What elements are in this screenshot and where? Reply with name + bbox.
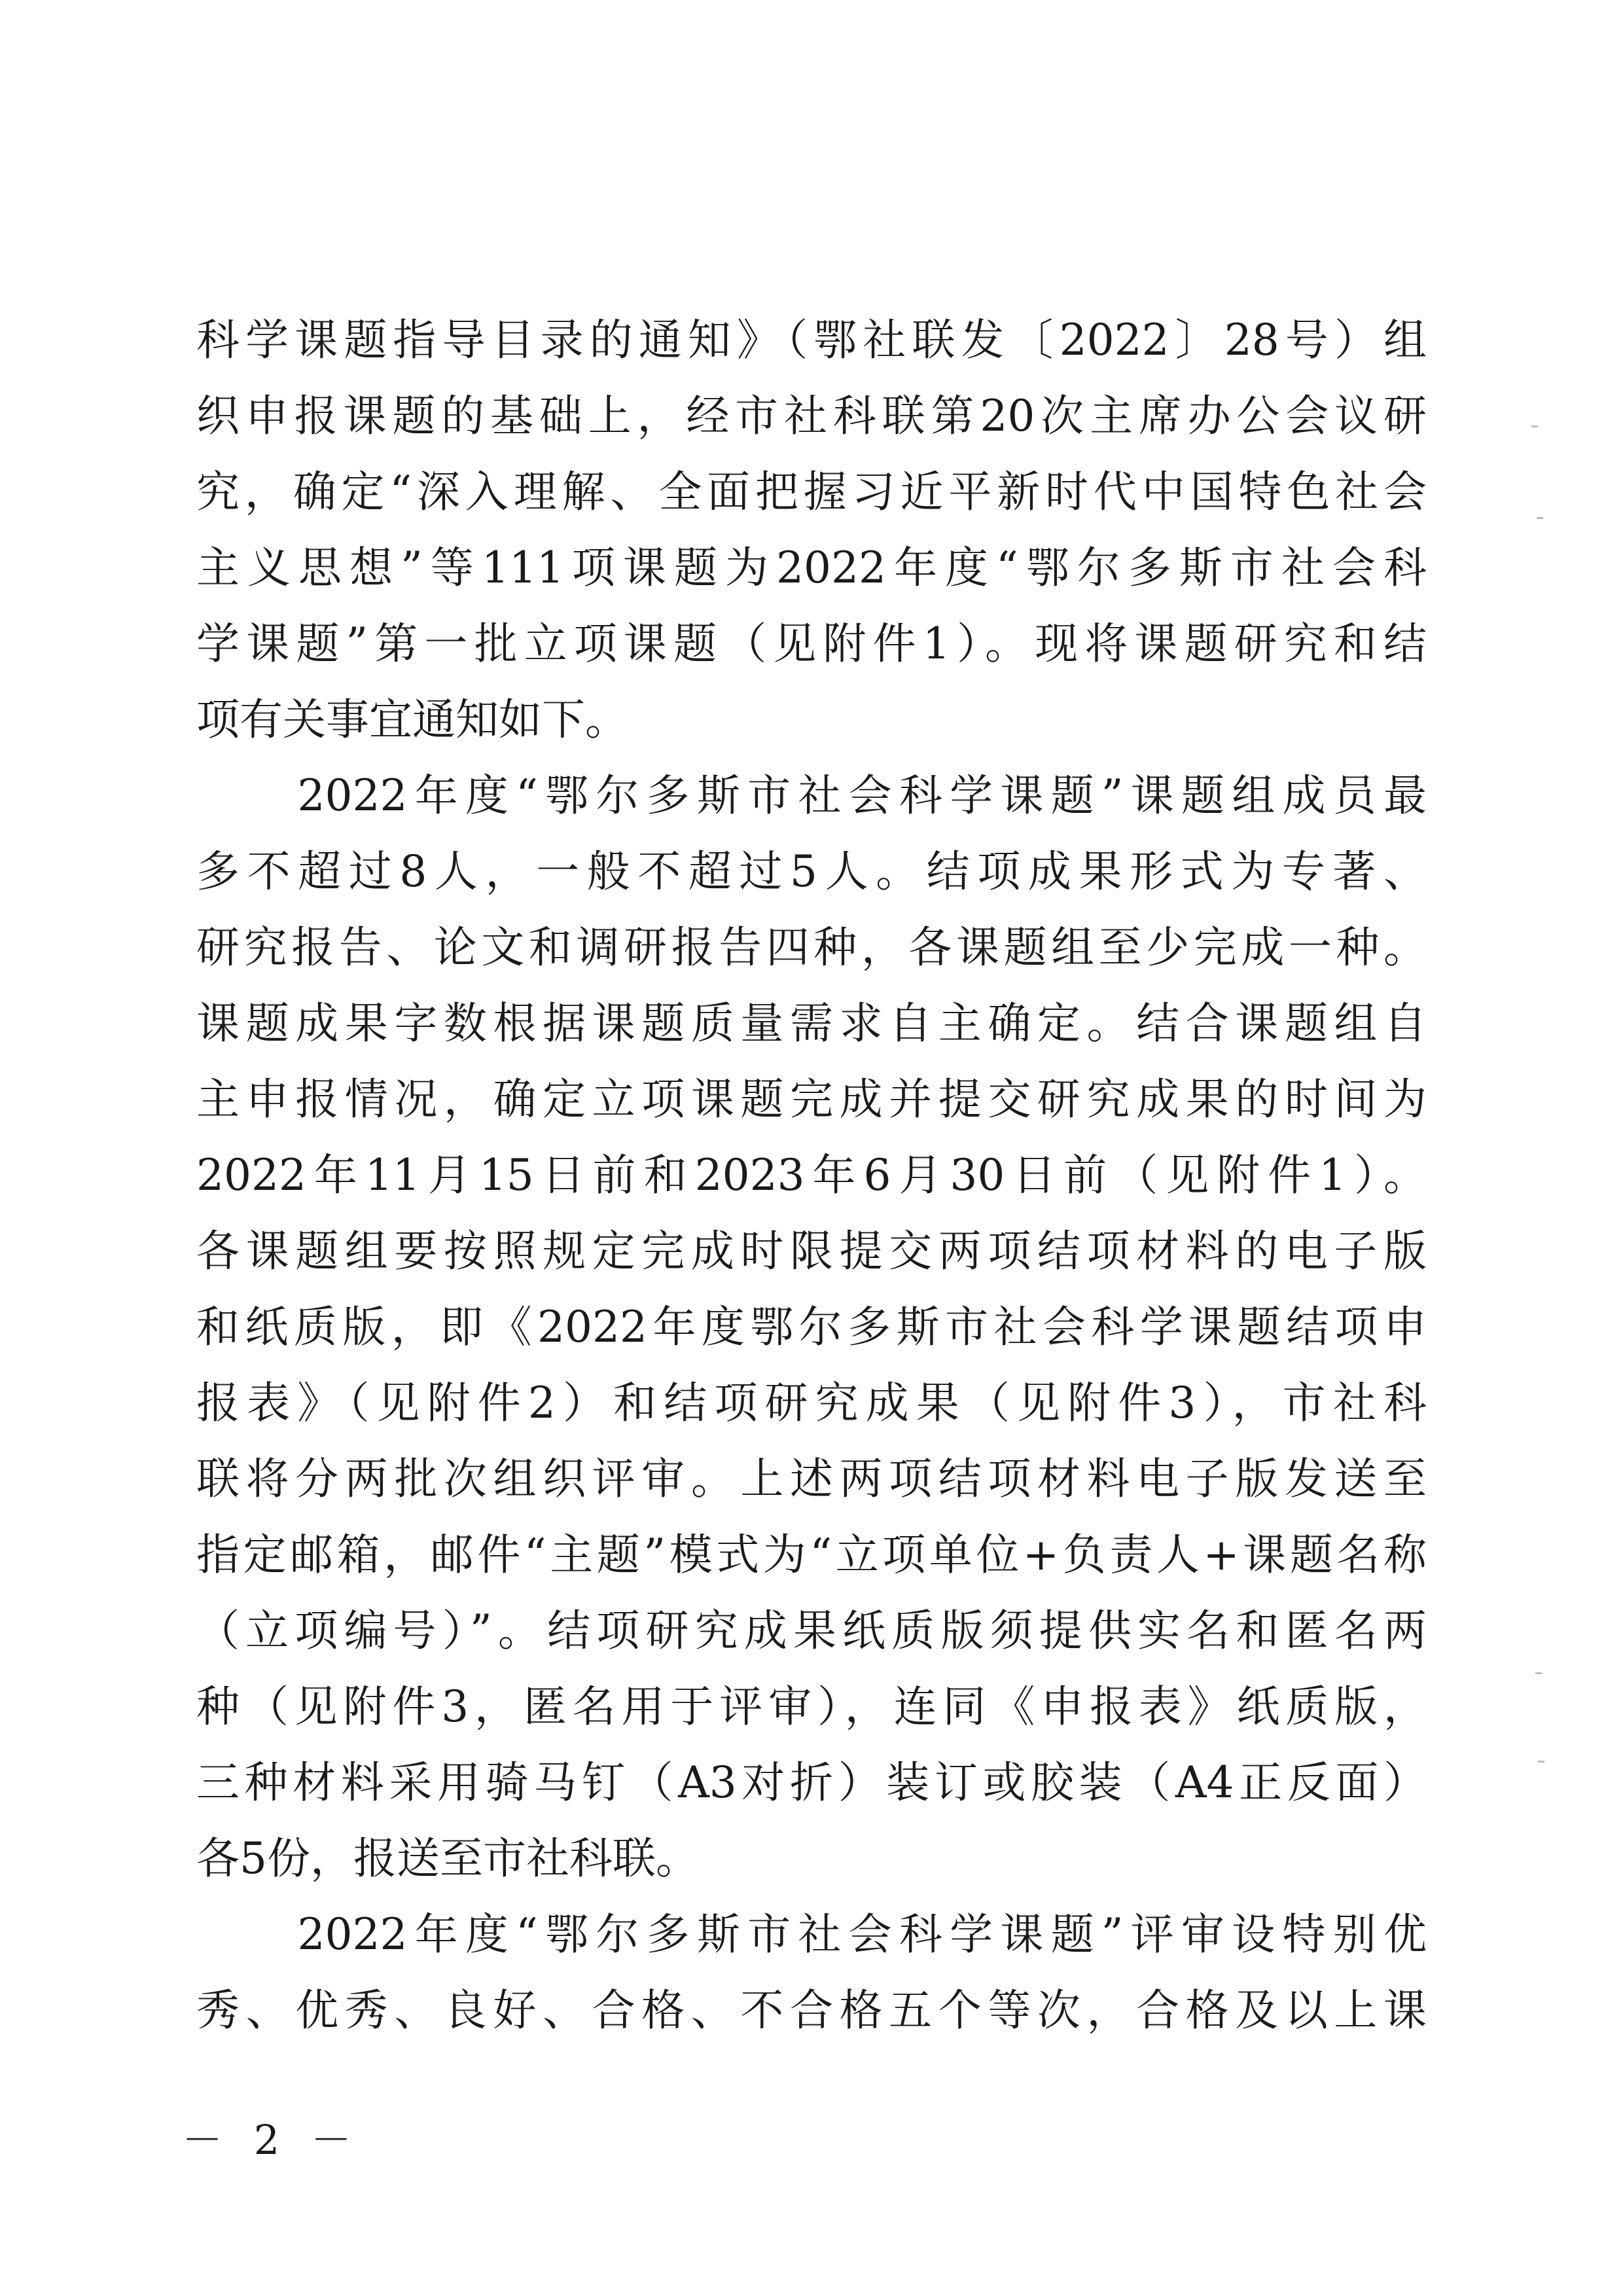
paragraph-1-line-4: 主义思想”等111项课题为2022年度“鄂尔多斯市社会科 — [196, 543, 1427, 593]
paragraph-2-line-7: 各课题组要按照规定完成时限提交两项结项材料的电子版 — [196, 1226, 1427, 1276]
scan-speck — [1535, 1672, 1542, 1674]
paragraph-2-line-3: 研究报告、论文和调研报告四种，各课题组至少完成一种。 — [196, 922, 1427, 973]
paragraph-2-line-8: 和纸质版，即《2022年度鄂尔多斯市社会科学课题结项申 — [196, 1302, 1427, 1352]
paragraph-1-line-3: 究，确定“深入理解、全面把握习近平新时代中国特色社会 — [196, 467, 1427, 517]
page-number: － 2 － — [182, 2116, 361, 2164]
paragraph-1-line-6: 项有关事宜通知如下。 — [196, 694, 628, 745]
paragraph-2-line-2: 多不超过8人，一般不超过5人。结项成果形式为专著、 — [196, 846, 1427, 897]
paragraph-2-line-4: 课题成果字数根据课题质量需求自主确定。结合课题组自 — [196, 998, 1427, 1049]
paragraph-2-line-12: （立项编号）”。结项研究成果纸质版须提供实名和匿名两 — [196, 1605, 1427, 1656]
paragraph-2-line-11: 指定邮箱，邮件“主题”模式为“立项单位+负责人+课题名称 — [196, 1530, 1427, 1580]
paragraph-1-line-5: 学课题”第一批立项课题（见附件1）。现将课题研究和结 — [196, 619, 1427, 669]
paragraph-3-line-2: 秀、优秀、良好、合格、不合格五个等次，合格及以上课 — [196, 1985, 1427, 2036]
scan-speck — [1537, 517, 1543, 519]
paragraph-2-line-1: 2022年度“鄂尔多斯市社会科学课题”课题组成员最 — [196, 770, 1427, 821]
paragraph-2-line-9: 报表》（见附件2）和结项研究成果（见附件3），市社科 — [196, 1378, 1427, 1428]
scan-speck — [1538, 1761, 1544, 1763]
paragraph-2-line-15: 各5份，报送至市社科联。 — [196, 1833, 699, 1884]
paragraph-3-line-1: 2022年度“鄂尔多斯市社会科学课题”评审设特别优 — [196, 1909, 1427, 1960]
paragraph-2-line-14: 三种材料采用骑马钉（A3对折）装订或胶装（A4正反面） — [196, 1757, 1427, 1808]
paragraph-2-line-5: 主申报情况，确定立项课题完成并提交研究成果的时间为 — [196, 1074, 1427, 1124]
paragraph-2-line-6: 2022年11月15日前和2023年6月30日前（见附件1）。 — [196, 1150, 1427, 1200]
paragraph-1-line-1: 科学课题指导目录的通知》（鄂社联发〔2022〕28号）组 — [196, 315, 1427, 365]
paragraph-2-line-10: 联将分两批次组织评审。上述两项结项材料电子版发送至 — [196, 1454, 1427, 1504]
paragraph-2-line-13: 种（见附件3，匿名用于评审），连同《申报表》纸质版， — [196, 1681, 1427, 1732]
paragraph-1-line-2: 织申报课题的基础上，经市社科联第20次主席办公会议研 — [196, 391, 1427, 441]
scan-speck — [1531, 425, 1538, 427]
